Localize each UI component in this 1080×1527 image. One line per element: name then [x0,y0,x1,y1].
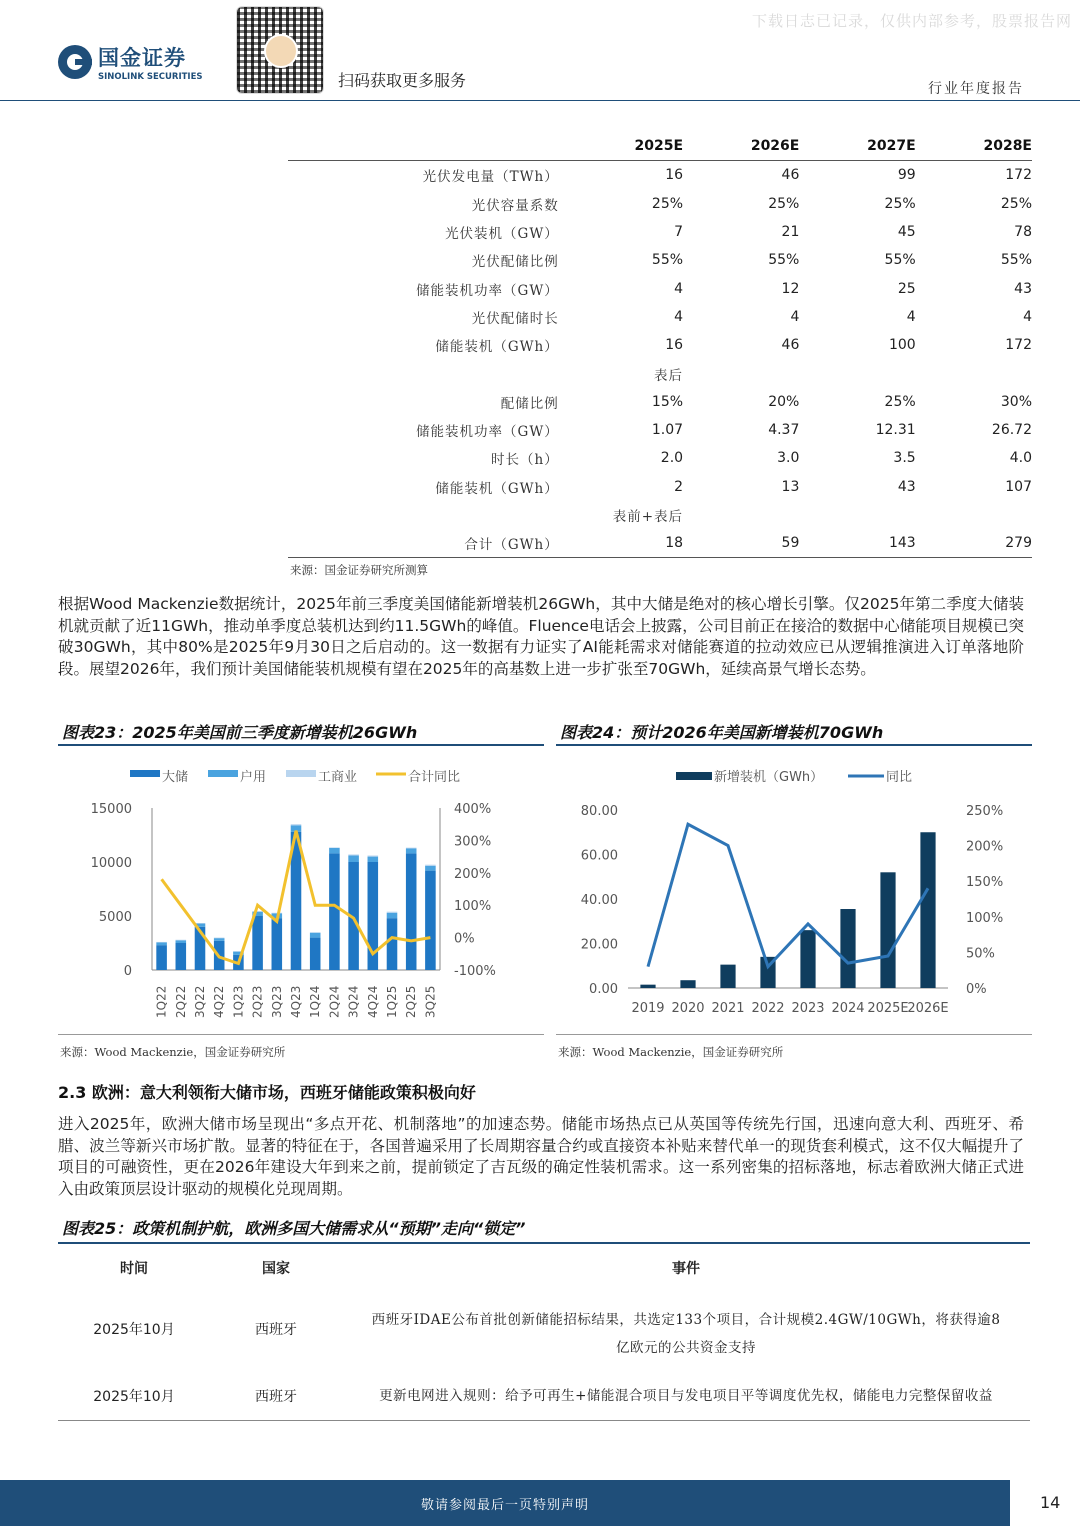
cell-value: 26.72 [991,422,1032,439]
cell-value: 2.0 [660,450,684,467]
figure-23-bottom-rule [58,1034,544,1035]
figure-25-title: 图表25：政策机制护航，欧洲多国大储需求从“预期”走向“锁定” [62,1219,526,1238]
policy-table [58,1250,1030,1421]
x-tick-label: 2021 [711,1001,745,1016]
table-row [288,388,1032,416]
x-tick-label: 3Q22 [193,985,207,1018]
cell-value: 25 [897,280,916,297]
y2-tick-label: 150% [966,875,1004,891]
cell-value: 12.31 [875,422,916,439]
chart-us-quarterly-installs [58,750,544,1032]
cell-value: 143 [799,529,915,558]
x-tick-label: 2Q22 [173,985,188,1018]
section-label: 表后 [654,367,684,384]
x-tick-label: 2Q23 [250,985,265,1018]
column-header: 2027E [799,132,915,161]
legend-23 [130,769,460,785]
column-header: 2025E [567,132,683,161]
bar-commercial [214,938,225,939]
row-label: 储能装机（GWh） [435,480,559,497]
bar-large [310,938,321,970]
paragraph-europe-market: 进入2025年，欧洲大储市场呈现出“多点开花、机制落地”的加速态势。储能市场热点已从英国等传统先行国，迅速向意大利、西班牙、希腊、波兰等新兴市场扩散。显著的特征在于，各国普遍采用了长周期容量合约或直接资本补贴来替代单一的现货套利模式，这不仅大幅提升了项目的可融资性，更在2026年建设大年到来之前，提前锁定了吉瓦级的确定性装机需求。这一系列密集的招标落地，标志着欧洲大储正式进入由政策顶层设计驱动的规模化兑现周期。 [58,1115,1024,1198]
cell-value: 3.5 [893,450,916,467]
row-label: 合计（GWh） [288,529,567,558]
chart-us-annual-installs [556,750,1032,1032]
figure-24-title: 图表24：预计2026年美国新增装机70GWh [560,723,884,742]
table-row [288,473,1032,501]
cell-value: 4.37 [768,422,800,439]
x-tick-label: 1Q24 [308,985,323,1018]
bar-household [425,866,436,871]
y2-tick-label: 0% [966,982,987,997]
cell-value: 172 [1005,337,1032,354]
cell-value: 107 [1005,478,1032,495]
figure-25-title-rule [58,1242,1030,1244]
y-tick-label: 20.00 [580,937,618,953]
cell-event: 更新电网进入规则：给予可再生+储能混合项目与发电项目平等调度优先权，储能电力完整保留收益 [342,1372,1030,1421]
scan-text: 扫码获取更多服务 [338,71,467,90]
y-tick-label: 5000 [98,910,132,925]
cell-value: 25% [884,393,916,410]
y2-tick-label: 100% [966,910,1004,926]
cell-value: 59 [683,529,799,558]
cell-value: 16 [665,337,684,354]
figure-24-title-rule [556,744,1032,746]
bar-commercial [425,865,436,866]
cell-time: 2025年10月 [58,1372,210,1421]
table-row [288,416,1032,444]
cell-value: 55% [768,252,800,269]
x-tick-label: 1Q22 [154,985,169,1018]
table-row [288,529,1032,558]
x-tick-label: 4Q24 [365,985,380,1018]
x-tick-label: 4Q22 [212,985,227,1018]
cell-value: 46 [781,167,800,184]
table-row [58,1286,1030,1372]
legend-label-yoy: 合计同比 [408,770,461,785]
figure-24-source: 来源：Wood Mackenzie，国金证券研究所 [558,1045,784,1059]
y-tick-label: 10000 [90,856,132,871]
bar-installs [880,872,895,988]
logo-icon [58,45,92,79]
figure-23-title-rule [58,744,544,746]
chart-24-axes [581,804,1003,1016]
page-number: 14 [1040,1493,1061,1512]
section-label: 表前+表后 [612,509,684,525]
row-label: 光伏发电量（TWh） [422,169,559,186]
cell-value: 2 [674,478,684,495]
x-tick-label: 1Q23 [231,985,246,1018]
cell-value: 78 [1014,224,1032,241]
table-source: 来源：国金证券研究所测算 [290,563,428,577]
table-row [288,218,1032,246]
x-tick-label: 2019 [631,1001,665,1016]
legend-swatch-large [130,770,160,777]
y2-tick-label: -100% [454,964,496,979]
row-label: 时长（h） [491,452,559,469]
bar-commercial [329,847,340,848]
x-tick-label: 2025E [867,1001,909,1016]
y-tick-label: 0 [123,964,132,979]
bar-commercial [156,942,167,943]
legend-label-large: 大储 [162,770,189,785]
header-time: 时间 [120,1261,148,1277]
cell-value: 43 [897,478,916,495]
bar-household [329,848,340,853]
x-tick-label: 2024 [831,1001,865,1016]
chart-23-bars [156,824,435,970]
cell-value: 172 [1005,167,1032,184]
logo-cn: 国金证券 [98,46,186,70]
legend-24 [676,769,912,785]
x-tick-label: 4Q23 [289,985,303,1018]
table-row [288,274,1032,302]
y-tick-label: 60.00 [580,848,618,864]
section-heading: 2.3 欧洲：意大利领衔大储市场，西班牙储能政策积极向好 [58,1083,476,1102]
cell-value: 279 [916,529,1032,558]
row-label: 配储比例 [500,395,559,412]
bar-commercial [406,848,417,849]
figure-23-title: 图表23：2025年美国前三季度新增装机26GWh [62,723,418,742]
cell-value: 18 [567,529,683,558]
cell-value: 13 [781,478,800,495]
cell-value: 99 [897,167,916,184]
legend-label-household: 户用 [240,770,267,785]
table-row [288,444,1032,472]
bar-large [272,918,283,970]
paragraph-us-market: 根据Wood Mackenzie数据统计，2025年前三季度美国储能新增装机26GWh，其中大储是绝对的核心增长引擎。仅2025年第二季度大储装机就贡献了近11GWh，推动单季度总装机达到约11.5GWh的峰值。Fluence电话会上披露，公司目前正在接洽的数据中心储能项目规模已突破30GWh，其中80%是2025年9月30日之后启动的。这一数据有力证实了AI能耗需求对储能赛道的拉动效应已从逻辑推演进入订单落地阶段。展望2026年，我们预计美国储能装机规模有望在2025年的高基数上进一步扩张至70GWh，延续高景气增长态势。 [58,595,1024,678]
bar-installs [680,980,695,988]
bar-commercial [252,911,263,912]
bar-commercial [291,824,302,825]
row-label: 光伏装机（GW） [445,226,559,243]
cell-value: 46 [781,337,800,354]
bar-household [348,856,359,862]
section-row [288,359,1032,387]
bar-household [310,933,321,938]
cell-value: 25% [1000,195,1032,212]
legend-label-commercial: 工商业 [318,770,358,785]
y2-tick-label: 100% [454,899,492,915]
cell-value: 55% [1000,252,1032,269]
header-empty [288,132,567,161]
bar-commercial [195,923,206,924]
bar-large [425,871,436,970]
y2-tick-label: 250% [966,804,1004,819]
bar-commercial [272,913,283,914]
cell-value: 20% [768,393,800,410]
bar-household [406,849,417,854]
x-tick-label: 1Q25 [385,985,399,1018]
cell-value: 15% [651,393,684,410]
x-tick-label: 2Q25 [404,985,419,1018]
section-row [288,501,1032,529]
y2-tick-label: 400% [454,802,492,817]
bar-installs [800,930,815,988]
bar-large [156,945,167,970]
cell-value: 43 [1014,280,1032,297]
y-tick-label: 15000 [90,802,132,817]
bar-installs [840,909,855,988]
chart-24-bars [640,832,935,988]
bar-large [329,853,340,970]
report-type: 行业年度报告 [928,81,1024,97]
bar-household [387,913,398,918]
cell-value: 3.0 [777,450,800,467]
logo-en: SINOLINK SECURITIES [98,72,203,82]
bar-commercial [310,932,321,933]
bar-installs [720,965,735,988]
bar-commercial [176,940,187,941]
row-label: 光伏配储比例 [471,254,559,271]
y2-tick-label: 0% [454,931,475,947]
bar-household [214,938,225,941]
table-header-row [288,132,1032,161]
cell-value: 30% [1000,393,1032,410]
x-tick-label: 3Q23 [269,985,284,1018]
cell-value: 25% [768,195,800,212]
y2-tick-label: 200% [966,839,1004,855]
bar-large [252,916,263,970]
table-row [288,331,1032,359]
column-header: 2026E [683,132,799,161]
table-row [288,303,1032,331]
header-country: 国家 [262,1261,290,1277]
footer-note: 敬请参阅最后一页特别声明 [420,1498,589,1513]
cell-event: 西班牙IDAE公布首批创新储能招标结果，共选定133个项目，合计规模2.4GW/10GWh，将获得逾8亿欧元的公共资金支持 [371,1312,1001,1356]
column-header: 2028E [916,132,1032,161]
y2-tick-label: 200% [454,866,492,882]
bar-commercial [348,854,359,855]
legend-label-installs: 新增装机（GWh） [714,770,824,785]
cell-value: 4 [674,280,684,297]
row-label: 光伏配储时长 [471,310,559,327]
bar-installs [920,832,935,988]
cell-value: 25% [651,195,684,212]
row-label: 光伏容量系数 [471,197,559,214]
x-tick-label: 2026E [907,1001,949,1016]
cell-value: 1.07 [651,422,684,439]
row-label: 储能装机（GWh） [435,339,559,356]
cell-value: 25% [884,195,916,212]
header-divider [0,100,1080,101]
x-tick-label: 3Q25 [423,985,438,1018]
x-tick-label: 2Q24 [327,985,342,1018]
header-event: 事件 [672,1261,700,1277]
forecast-table [288,132,1032,558]
legend-swatch-commercial [286,770,316,777]
legend-swatch-household [208,770,238,777]
bar-commercial [387,912,398,913]
x-tick-label: 3Q24 [346,985,361,1018]
table-row [288,190,1032,218]
cell-value: 100 [888,337,916,354]
bar-large [406,853,417,970]
cell-value: 45 [897,224,916,241]
bar-large [176,943,187,970]
cell-value: 4 [906,308,916,325]
y-tick-label: 40.00 [580,893,618,908]
y2-tick-label: 50% [966,946,995,962]
x-tick-label: 2022 [751,1001,785,1016]
y2-tick-label: 300% [454,834,492,850]
cell-value: 21 [781,224,800,241]
row-label: 储能装机功率（GW） [416,282,559,299]
cell-value: 4.0 [1009,450,1032,467]
bar-household [156,942,167,945]
cell-value: 7 [674,224,684,241]
table-row [288,246,1032,274]
figure-23-source: 来源：Wood Mackenzie，国金证券研究所 [60,1045,286,1059]
cell-value: 4 [1023,308,1032,325]
cell-country: 西班牙 [210,1372,342,1421]
cell-value: 12 [781,280,800,297]
watermark: 下载日志已记录，仅供内部参考，股票报告网 [751,12,1072,30]
table-row [288,161,1032,190]
cell-value: 55% [884,252,916,269]
y-tick-label: 80.00 [580,804,618,819]
legend-swatch-installs [676,772,712,780]
cell-value: 4 [674,308,684,325]
bar-large [387,918,398,970]
bar-installs [640,985,655,988]
bar-household [176,940,187,943]
cell-value: 4 [790,308,800,325]
figure-24-bottom-rule [556,1034,1032,1035]
cell-value: 55% [651,252,684,269]
cell-time: 2025年10月 [93,1322,175,1338]
cell-country: 西班牙 [255,1322,297,1338]
legend-label-yoy24: 同比 [886,770,913,785]
qr-center-logo-icon [264,34,298,68]
bar-household [368,857,379,862]
x-tick-label: 2020 [671,1001,705,1016]
table-row [58,1372,1030,1421]
bar-commercial [368,856,379,857]
policy-header-row [58,1250,1030,1286]
cell-value: 16 [665,167,684,184]
company-logo [58,42,203,82]
row-label: 储能装机功率（GW） [416,424,559,441]
y-tick-label: 0.00 [589,982,618,997]
x-tick-label: 2023 [791,1001,825,1016]
